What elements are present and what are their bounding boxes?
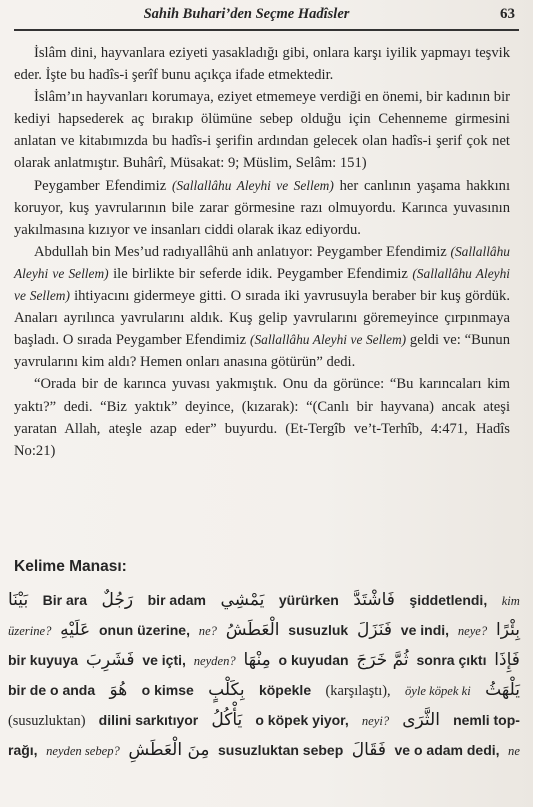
turkish-meaning: o kuyudan [278,652,349,668]
arabic-word: يَأْكُلُ [211,710,243,730]
arabic-word: بَيْنَا [8,590,29,610]
paragraph-text: İslâm’ın hayvanları korumaya, eziyet etmemeye verdiği en önemi, bir kadının bir kediyi hapsederek aç bırakıp ölümüne sebep olduğu için Cehenneme girmesini anlatan ve kitabımızda bu hadîs-i şerifin ardından gelecek olan hadîs-i şerif çok net olarak anlatmıştır. Buhârî, Müsakat: 9; Müslim, Selâm: 151) [14,89,510,172]
plain-note: (karşılaştı), [325,683,391,699]
running-header [14,6,519,28]
arabic-word: بِكَلْبٍ [208,680,245,700]
vocab-line [8,675,520,705]
question-cue: ne? [198,624,217,638]
turkish-meaning: o kimse [141,682,194,698]
turkish-meaning: Bir ara [42,592,88,608]
paragraph-text: ihtiyacını gidermeye gitti. O sırada iki yavrusuyla beraber bir kuş gördük. Anaları ayrılınca yavrularını aldık. Kuş gelip yavrularını göremeyince çırpınmaya başladı. O sırada Peygamber Efendimiz [14,288,510,349]
honorific-italic: (Sallallâhu Aleyhi ve Sellem) [14,243,510,281]
turkish-meaning: nemli top- [453,712,520,728]
question-cue: neyi? [361,714,390,728]
turkish-meaning: onun üzerine, [98,622,190,638]
arabic-word: رَجُلٌ [101,590,134,610]
vocab-line [8,585,520,615]
question-cue: ne [508,744,520,758]
turkish-meaning: susuzluk [288,622,349,638]
turkish-meaning: köpekle [258,682,312,698]
arabic-word: فَنَزَلَ [357,620,392,640]
vocab-line [8,645,520,675]
vocab-heading: Kelime Manası: [14,558,127,575]
arabic-word: فَقَالَ [351,740,387,760]
arabic-word: فَاشْتَدَّ [353,590,395,610]
turkish-meaning: dilini sarkıtıyor [98,712,199,728]
arabic-word: مِنْهَا [243,650,271,670]
turkish-meaning: ve içti, [142,652,186,668]
turkish-meaning: bir de o anda [8,682,96,698]
paragraph-text: geldi ve: “Bunun yavrularını kim aldı? Hemen onları anasına götürün” dedi. [14,332,511,371]
turkish-meaning: bir adam [147,592,206,608]
honorific-italic: (Sallallâhu Aleyhi ve Sellem) [171,177,334,193]
paragraph-text: Abdullah bin Mes’ud radıyallâhü anh anlatıyor: Peygamber Efendimiz [34,243,451,260]
honorific-italic: (Sallallâhu Aleyhi ve Sellem) [249,332,407,348]
paragraph-text: İslâm dini, hayvanlara eziyeti yasakladığı gibi, onlara karşı iyilik yapmayı teşvik eder. İşte bu hadîs-i şerîf bunu açıkça ifade etmektedir. [14,45,510,84]
turkish-meaning: sonra çıktı [416,652,487,668]
arabic-word: الثَّرَى [402,710,440,730]
body-text [14,42,510,462]
arabic-word: بِئْرًا [496,620,520,640]
arabic-word: فَإِذَا [494,650,520,670]
paragraph-text: “Orada bir de karınca yuvası yakmıştık. Onu da görünce: “Bu karıncaları kim yaktı?” dedi. “Biz yaktık” deyince, (kızarak): “(Canlı bir hayvana) ancak ateşi yaratan Allah, ateşle azap eder” buyurdu. (Et-Tergîb ve’t-Terhîb, 4:471, Hadîs No:21) [14,376,510,459]
turkish-meaning: rağı, [8,742,38,758]
turkish-meaning: ve indi, [400,622,450,638]
turkish-meaning: ve o adam dedi, [394,742,500,758]
paragraph-text: her canlının yaşama hakkını koruyor, kuş yavrularının bile zarar görmesine razı olmuyordu. Karınca yuvasının yakılmasına kızıyor ve insanları ciddi olarak ikaz ediyordu. [14,177,510,238]
question-cue: öyle köpek ki [405,684,471,698]
turkish-meaning: bir kuyuya [8,652,79,668]
vocab-line [8,705,520,735]
turkish-meaning: susuzluktan sebep [218,742,344,758]
vocab-line [8,735,520,765]
arabic-word: ثُمَّ خَرَجَ [356,650,409,670]
paragraph-text: Peygamber Efendimiz [34,177,172,194]
arabic-word: الْعَطَشُ [225,620,280,640]
question-cue: neyden sebep? [46,744,120,758]
question-cue: kim [501,594,520,608]
question-cue: üzerine? [8,624,52,638]
arabic-word: يَمْشِي [220,590,265,610]
body-paragraph [14,42,510,86]
header-rule [14,29,519,31]
vocabulary-list [8,585,520,765]
arabic-word: هُوَ [109,680,128,700]
arabic-word: فَشَرِبَ [85,650,135,670]
body-paragraph [14,86,510,174]
page-number: 63 [500,6,515,22]
paragraph-text: ile birlikte bir seferde idik. Peygamber Efendimiz [108,265,413,282]
turkish-meaning: şiddetlendi, [409,592,488,608]
turkish-meaning: yürürken [278,592,339,608]
running-header-title: Sahih Buhari’den Seçme Hadîsler [143,6,350,22]
body-paragraph [14,175,510,241]
question-cue: neyden? [193,654,236,668]
body-paragraph [14,373,510,461]
vocab-line [8,615,520,645]
honorific-italic: (Sallallâhu Aleyhi ve Sellem) [14,265,510,304]
turkish-meaning: o köpek yiyor, [255,712,349,728]
arabic-word: عَلَيْهِ [60,620,91,640]
arabic-word: يَلْهَثُ [485,680,520,700]
question-cue: neye? [457,624,488,638]
body-paragraph [14,241,510,374]
plain-note: (susuzluktan) [8,713,86,729]
arabic-word: مِنَ الْعَطَشِ [128,740,210,760]
